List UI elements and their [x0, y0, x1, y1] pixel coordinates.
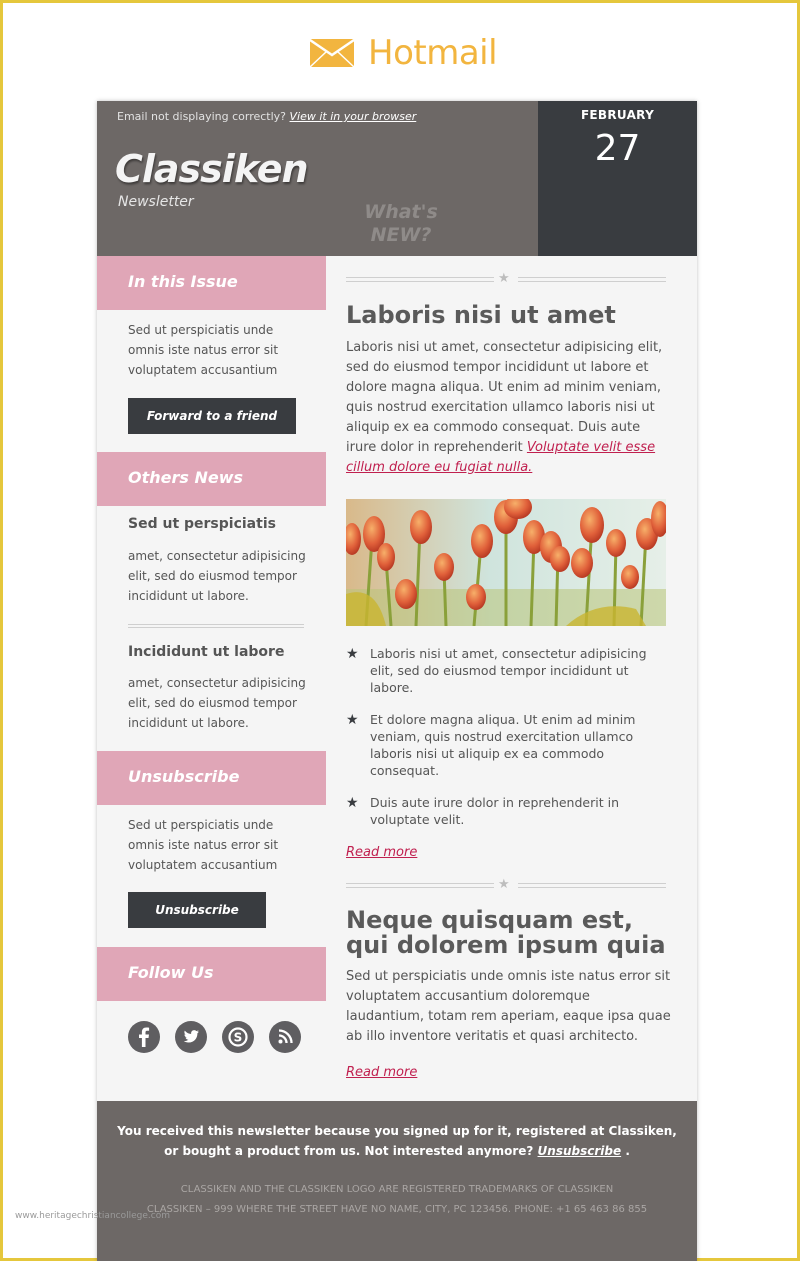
forward-to-friend-button[interactable]: Forward to a friend: [128, 398, 296, 434]
star-icon: ★: [498, 877, 510, 892]
svg-text:S: S: [233, 1030, 243, 1045]
article-inline-link[interactable]: Voluptate velit esse cillum dolore eu fugiat nulla.: [346, 440, 656, 475]
article-title: Neque quisquam est, qui dolorem ipsum quia: [346, 906, 666, 959]
star-divider: [346, 273, 666, 287]
star-bullet-icon: ★: [346, 712, 359, 728]
list-item: [346, 645, 671, 696]
footer-end: .: [625, 1144, 630, 1158]
logo-subtitle: Newsletter: [118, 194, 194, 210]
news-item-text: amet, consectetur adipisicing elit, sed do eiusmod tempor incididunt ut labore.: [128, 676, 306, 730]
news-item-title[interactable]: Incididunt ut labore: [128, 644, 285, 660]
sidebar-issue-text: Sed ut perspiciatis unde omnis iste natus error sit voluptatem accusantium: [128, 323, 279, 377]
social-icons: [128, 1021, 308, 1053]
sidebar-divider: [128, 624, 304, 628]
preheader: [117, 110, 416, 123]
rss-icon[interactable]: [269, 1021, 301, 1053]
news-item-title[interactable]: Sed ut perspiciatis: [128, 516, 276, 532]
footer-text: You received this newsletter because you signed up for it, registered at Classiken, or bought a product from us. Not interested anymore?: [117, 1124, 677, 1158]
skype-icon[interactable]: [222, 1021, 254, 1053]
logo: Classiken: [115, 147, 308, 191]
newsletter-footer: [97, 1101, 697, 1261]
newsletter-header: [97, 101, 697, 256]
footer-legal-address: CLASSIKEN – 999 WHERE THE STREET HAVE NO NAME, CITY, PC 123456. PHONE: +1 65 463 86 855: [146, 1204, 648, 1215]
tulips-image: [346, 499, 666, 626]
list-item: [346, 711, 671, 779]
date-box: [538, 101, 697, 256]
star-bullet-icon: ★: [346, 646, 359, 662]
footer-unsubscribe-link[interactable]: Unsubscribe: [537, 1144, 622, 1158]
sidebar-heading-others: Others News: [97, 452, 326, 506]
article-body: Sed ut perspiciatis unde omnis iste natus error sit voluptatem accusantium doloremque laudantium, totam rem aperiam, eaque ipsa quae ab illo inventore veritatis et quasi architecto.: [346, 969, 671, 1044]
hotmail-brand: [308, 33, 508, 77]
list-item-text: Duis aute irure dolor in reprehenderit in voluptate velit.: [370, 795, 619, 827]
sidebar-heading-follow: Follow Us: [97, 947, 326, 1001]
star-bullet-icon: ★: [346, 795, 359, 811]
star-icon: ★: [498, 271, 510, 286]
footer-message: [117, 1121, 677, 1161]
list-item-text: Et dolore magna aliqua. Ut enim ad minim veniam, quis nostrud exercitation ullamco laboris nisi ut aliquip ex ea commodo consequat.: [370, 712, 636, 778]
sidebar-heading-unsubscribe: Unsubscribe: [97, 751, 326, 805]
article-text: Laboris nisi ut amet, consectetur adipisicing elit, sed do eiusmod tempor incididunt ut labore et dolore magna aliqua. Ut enim ad minim veniam, quis nostrud exercitation ullamco laboris nisi ut aliquip ex ea commodo consequat. Duis aute irure dolor in reprehenderit: [346, 340, 663, 455]
preheader-text: Email not displaying correctly?: [117, 110, 287, 123]
sidebar-unsubscribe-text: Sed ut perspiciatis unde omnis iste natus error sit voluptatem accusantium: [128, 818, 279, 872]
list-item-text: Laboris nisi ut amet, consectetur adipisicing elit, sed do eiusmod tempor incididunt ut labore.: [370, 646, 647, 695]
twitter-icon[interactable]: [175, 1021, 207, 1053]
news-item-text: amet, consectetur adipisicing elit, sed do eiusmod tempor incididunt ut labore.: [128, 549, 306, 603]
brand-name: Hotmail: [368, 33, 498, 73]
watermark: www.heritagechristiancollege.com: [15, 1211, 170, 1221]
unsubscribe-button[interactable]: Unsubscribe: [128, 892, 266, 928]
newsletter: [97, 101, 697, 1261]
read-more-link[interactable]: Read more: [346, 845, 418, 860]
article-body: [346, 338, 671, 478]
header-banner: [97, 101, 538, 256]
view-in-browser-link[interactable]: View it in your browser: [289, 110, 417, 123]
read-more-link[interactable]: Read more: [346, 1065, 418, 1080]
facebook-icon[interactable]: [128, 1021, 160, 1053]
date-month: FEBRUARY: [580, 108, 655, 122]
article-title: Laboris nisi ut amet: [346, 301, 616, 329]
date-day: 27: [594, 128, 641, 169]
article-bullet-list: [346, 645, 671, 843]
envelope-icon: [308, 35, 358, 71]
whats-new-tag: What's NEW?: [364, 201, 438, 246]
list-item: [346, 794, 671, 828]
footer-legal-trademark: CLASSIKEN AND THE CLASSIKEN LOGO ARE REGISTERED TRADEMARKS OF CLASSIKEN: [180, 1184, 614, 1195]
star-divider: [346, 879, 666, 893]
sidebar-heading-issue: In this Issue: [97, 256, 326, 310]
